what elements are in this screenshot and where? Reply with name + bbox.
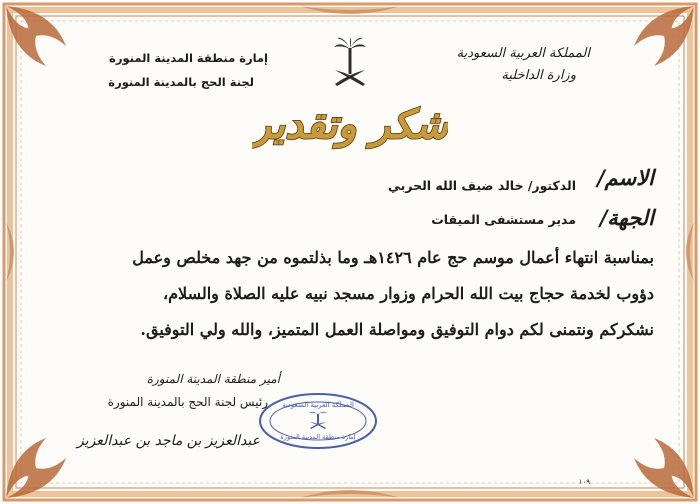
palm-swords-emblem-icon [333,36,367,88]
body-line-3: نشكركم ونتمنى لكم دوام التوفيق ومواصلة العمل المتميز، والله ولي التوفيق. [140,320,654,339]
signatory-name: عبدالعزيز بن ماجد بن عبدالعزيز [76,433,260,449]
kingdom-name: المملكة العربية السعودية [456,46,590,61]
certificate-title: شكر وتقدير [252,101,448,148]
stamp-outer-text: المملكة العربية السعودية [282,401,354,409]
signatory-title: أمير منطقة المدينة المنورة [146,372,280,386]
stamp-inner-text: إمارة منطقة المدينة المنورة [280,433,356,441]
organization-label: الجهة/ [599,205,654,230]
name-value: الدكتور/ خالد ضيف الله الحربي [387,178,576,193]
emirate-name: إمارة منطقة المدينة المنورة [109,51,268,65]
ministry-name: وزارة الداخلية [501,68,576,83]
body-line-1: بمناسبة انتهاء أعمال موسم حج عام ١٤٢٦هـ وما بذلتموه من جهد مخلص وعمل [132,248,654,267]
stamp-emblem-icon [309,412,327,429]
signatory-role: رئيس لجنة الحج بالمدينة المنورة [107,395,268,409]
name-label: الاسم/ [596,165,654,190]
official-stamp [256,390,380,452]
serial-number: ١٠٩ [578,478,590,486]
title-calligraphy [252,92,448,154]
committee-name: لجنة الحج بالمدينة المنورة [108,75,254,89]
body-line-2: دؤوب لخدمة حجاج بيت الله الحرام وزوار مسجد نبيه عليه الصلاة والسلام، [162,284,654,303]
organization-value: مدير مستشفى الميقات [431,212,576,227]
